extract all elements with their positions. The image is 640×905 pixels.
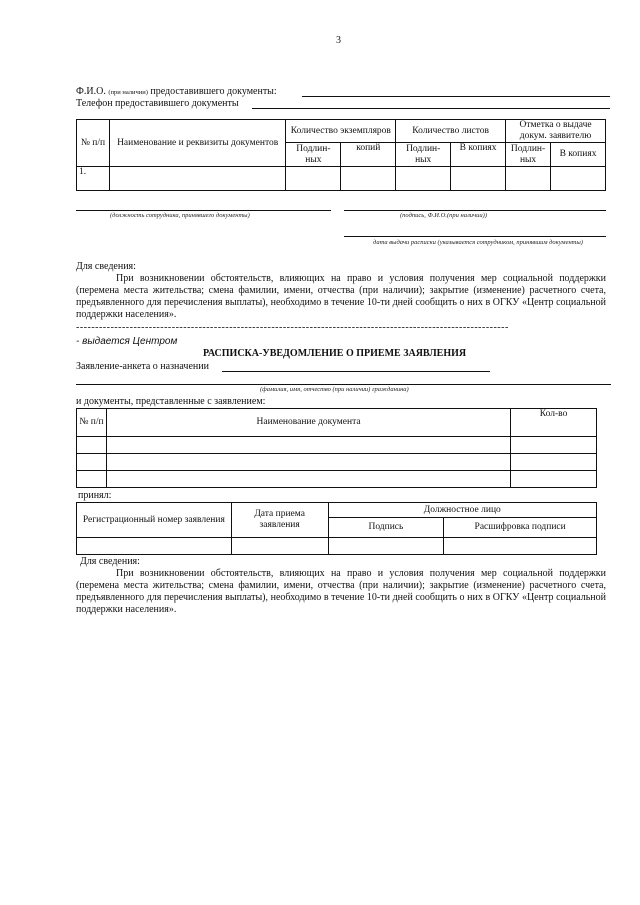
t3-header-reg: Регистрационный номер заявления (77, 503, 232, 538)
info1-heading: Для сведения: (76, 261, 136, 272)
info2-heading: Для сведения: (80, 556, 140, 567)
cut-line: ----------------------------------------------------------------------------------------------------------------- (76, 322, 509, 333)
t1-row1-c2[interactable] (341, 167, 396, 191)
t2-cell[interactable] (106, 437, 510, 454)
t1-header-mark: Отметка о выдаче докум. заявителю (506, 120, 606, 143)
application-label: Заявление-анкета о назначении (76, 361, 209, 372)
t3-header-sign: Подпись (328, 518, 444, 538)
t2-cell[interactable] (77, 437, 107, 454)
t3-header-official: Должностное лицо (328, 503, 596, 518)
docs-label: и документы, представленные с заявлением: (76, 396, 266, 407)
t2-header-qty: Кол-во (511, 409, 597, 437)
t2-cell[interactable] (77, 454, 107, 471)
info2-text: При возникновении обстоятельств, влияющих на право и условия получения мер социальной поддержки (перемена места жительства; смена фамилии, имени, отчества (при наличии); закрытие (изменение) расчетного счета, предъявленного для перечисления выплаты), необходимо в течение 10-ти дней сообщить о них в ОГКУ «Центр социальной поддержки населения». (76, 568, 606, 615)
t2-cell[interactable] (511, 437, 597, 454)
t2-cell[interactable] (106, 454, 510, 471)
t3-cell-sign[interactable] (328, 538, 444, 555)
fio-full-line[interactable] (76, 384, 611, 385)
acceptance-table (76, 502, 597, 555)
submitted-docs-table (76, 408, 597, 488)
t3-header-decode: Расшифровка подписи (444, 518, 597, 538)
t1-header-name: Наименование и реквизиты документов (109, 120, 286, 167)
t3-header-date: Дата приема заявления (231, 503, 328, 538)
phone-input-line[interactable] (252, 108, 610, 109)
t1-sub-orig3: Подлин-ных (506, 143, 551, 167)
receipt-title: РАСПИСКА-УВЕДОМЛЕНИЕ О ПРИЕМЕ ЗАЯВЛЕНИЯ (203, 348, 467, 359)
signature-line[interactable] (344, 210, 606, 211)
t1-row1-c4[interactable] (451, 167, 506, 191)
t1-row1-c3[interactable] (396, 167, 451, 191)
fio-label-b: предоставившего документы: (150, 86, 277, 97)
t1-header-sheets: Количество листов (396, 120, 506, 143)
t3-cell-date[interactable] (231, 538, 328, 555)
t1-sub-orig: Подлин-ных (286, 143, 341, 167)
t1-sub-copy: копий (341, 143, 396, 167)
application-line[interactable] (222, 371, 490, 372)
signature-caption: (подпись, Ф.И.О.(при наличии)) (400, 212, 487, 219)
t1-sub-orig2: Подлин-ных (396, 143, 451, 167)
phone-label: Телефон предоставившего документы (76, 98, 239, 109)
issued-by: - выдается Центром (76, 336, 178, 347)
t2-cell[interactable] (511, 471, 597, 488)
fio-caption: (фамилия, имя, отчество (при наличии) гражданина) (260, 386, 409, 393)
t3-cell-reg[interactable] (77, 538, 232, 555)
t3-cell-decode[interactable] (444, 538, 597, 555)
t1-row1-c6[interactable] (551, 167, 606, 191)
t1-row1-c5[interactable] (506, 167, 551, 191)
t2-header-name: Наименование документа (106, 409, 510, 437)
t1-row1-num: 1. (77, 167, 110, 191)
fio-label-small: (при наличии) (108, 89, 148, 96)
accepted-label: принял: (78, 490, 112, 501)
fio-input-line[interactable] (302, 96, 610, 97)
t1-sub-copy3: В копиях (551, 143, 606, 167)
t1-header-num: № п/п (77, 120, 110, 167)
fio-label-a: Ф.И.О. (76, 86, 106, 97)
t1-header-copies: Количество экземпляров (286, 120, 396, 143)
t2-cell[interactable] (106, 471, 510, 488)
page-number: 3 (336, 35, 341, 46)
t2-cell[interactable] (77, 471, 107, 488)
t2-cell[interactable] (511, 454, 597, 471)
t1-sub-copy2: В копиях (451, 143, 506, 167)
position-line[interactable] (76, 210, 331, 211)
t1-row1-name[interactable] (109, 167, 286, 191)
t1-row1-c1[interactable] (286, 167, 341, 191)
info1-text: При возникновении обстоятельств, влияющих на право и условия получения мер социальной поддержки (перемена места жительства; смена фамилии, имени, отчества (при наличии); закрытие (изменение) расчетного счета, предъявленного для перечисления выплаты), необходимо в течение 10-ти дней сообщить о них в ОГКУ «Центр социальной поддержки населения». (76, 273, 606, 320)
t2-header-num: № п/п (77, 409, 107, 437)
position-caption: (должность сотрудника, принявшего документы) (110, 212, 250, 219)
date-line[interactable] (344, 236, 606, 237)
documents-table (76, 119, 606, 191)
date-caption: дата выдачи расписки (указывается сотрудником, принявшим документы) (373, 239, 583, 246)
